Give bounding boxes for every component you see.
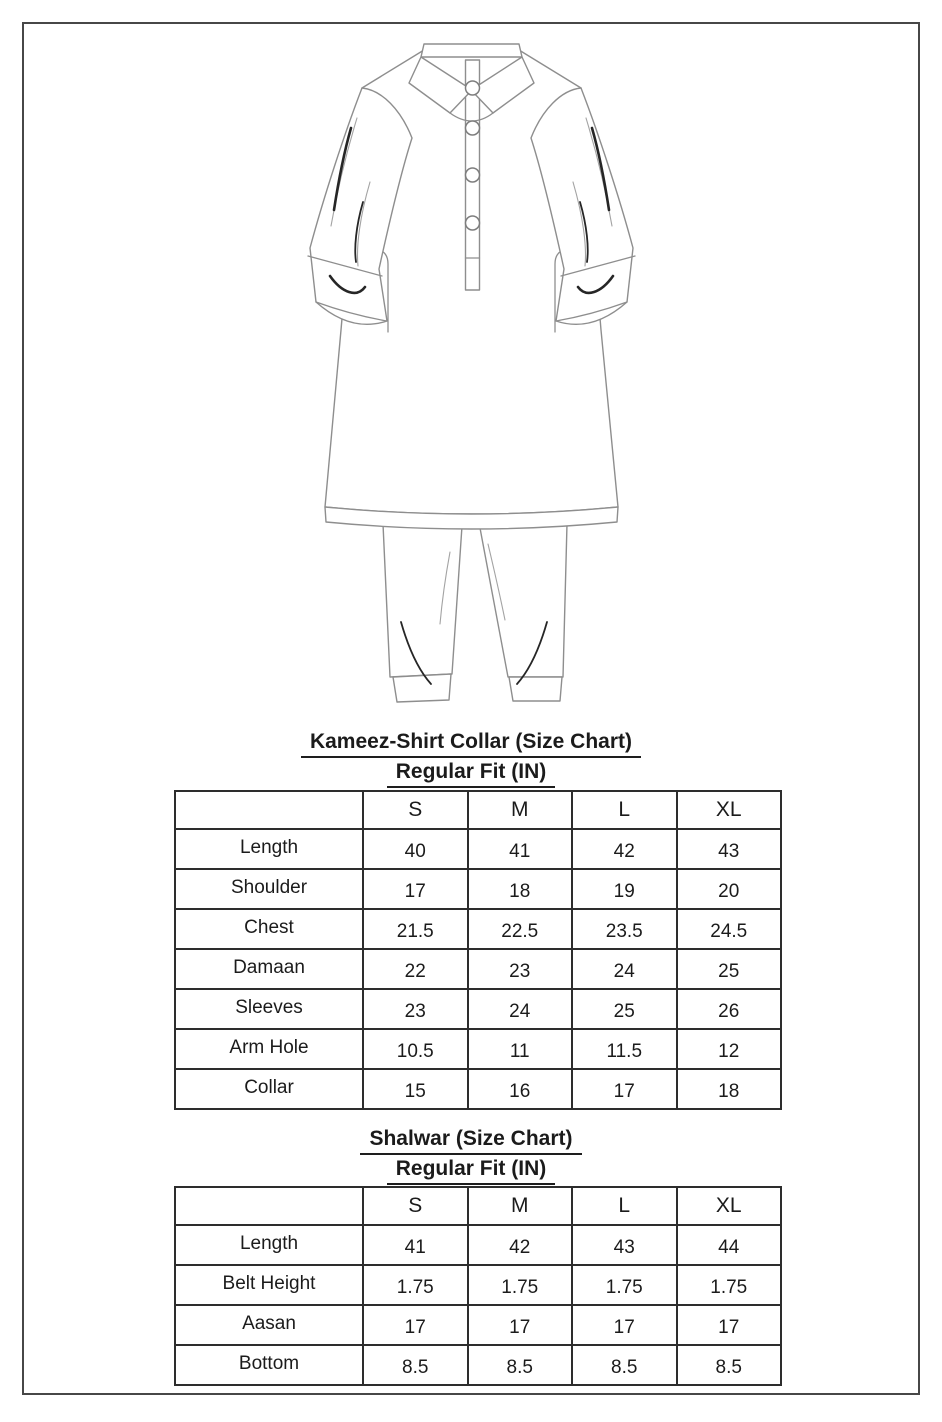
measurement-row — [175, 909, 781, 949]
corner-cell — [175, 791, 363, 829]
measurement-value: 12 — [677, 1029, 782, 1069]
shalwar-table-title — [0, 1125, 942, 1185]
measurement-row — [175, 989, 781, 1029]
measurement-label: Sleeves — [175, 989, 363, 1029]
measurement-value: 24 — [572, 949, 677, 989]
size-column-header: L — [572, 1187, 677, 1225]
measurement-value: 1.75 — [363, 1265, 468, 1305]
measurement-value: 8.5 — [363, 1345, 468, 1385]
measurement-value: 40 — [363, 829, 468, 869]
measurement-value: 22 — [363, 949, 468, 989]
measurement-row — [175, 1345, 781, 1385]
measurement-value: 1.75 — [677, 1265, 782, 1305]
measurement-value: 25 — [572, 989, 677, 1029]
shalwar-title-line2: Regular Fit (IN) — [387, 1155, 556, 1185]
measurement-value: 11.5 — [572, 1029, 677, 1069]
size-header-row — [175, 1187, 781, 1225]
measurement-label: Chest — [175, 909, 363, 949]
size-column-header: M — [468, 1187, 573, 1225]
measurement-value: 17 — [677, 1305, 782, 1345]
measurement-row — [175, 869, 781, 909]
shalwar-kameez-sketch — [300, 30, 660, 710]
size-header-row — [175, 791, 781, 829]
shalwar-size-chart-table — [174, 1186, 782, 1386]
shalwar-title-line1: Shalwar (Size Chart) — [360, 1125, 581, 1155]
measurement-row — [175, 829, 781, 869]
measurement-value: 8.5 — [468, 1345, 573, 1385]
garment-illustration — [300, 30, 660, 710]
measurement-row — [175, 1225, 781, 1265]
measurement-value: 17 — [572, 1305, 677, 1345]
measurement-value: 42 — [468, 1225, 573, 1265]
measurement-value: 20 — [677, 869, 782, 909]
measurement-value: 44 — [677, 1225, 782, 1265]
measurement-value: 23.5 — [572, 909, 677, 949]
measurement-value: 18 — [677, 1069, 782, 1109]
measurement-row — [175, 1029, 781, 1069]
measurement-label: Aasan — [175, 1305, 363, 1345]
measurement-value: 17 — [363, 1305, 468, 1345]
measurement-value: 19 — [572, 869, 677, 909]
measurement-value: 26 — [677, 989, 782, 1029]
kameez-title-line2: Regular Fit (IN) — [387, 758, 556, 788]
measurement-value: 25 — [677, 949, 782, 989]
size-column-header: M — [468, 791, 573, 829]
measurement-value: 17 — [363, 869, 468, 909]
measurement-value: 23 — [468, 949, 573, 989]
measurement-value: 22.5 — [468, 909, 573, 949]
measurement-label: Collar — [175, 1069, 363, 1109]
measurement-value: 15 — [363, 1069, 468, 1109]
measurement-row — [175, 1305, 781, 1345]
kameez-size-chart-table — [174, 790, 782, 1110]
measurement-row — [175, 949, 781, 989]
measurement-value: 24.5 — [677, 909, 782, 949]
measurement-label: Damaan — [175, 949, 363, 989]
measurement-value: 43 — [572, 1225, 677, 1265]
size-column-header: L — [572, 791, 677, 829]
size-column-header: S — [363, 1187, 468, 1225]
measurement-label: Length — [175, 829, 363, 869]
measurement-value: 17 — [468, 1305, 573, 1345]
size-column-header: XL — [677, 1187, 782, 1225]
measurement-value: 11 — [468, 1029, 573, 1069]
measurement-value: 8.5 — [677, 1345, 782, 1385]
measurement-value: 43 — [677, 829, 782, 869]
kameez-table-title — [0, 728, 942, 788]
measurement-value: 42 — [572, 829, 677, 869]
measurement-label: Belt Height — [175, 1265, 363, 1305]
measurement-value: 8.5 — [572, 1345, 677, 1385]
size-column-header: S — [363, 791, 468, 829]
measurement-value: 24 — [468, 989, 573, 1029]
measurement-row — [175, 1069, 781, 1109]
measurement-label: Bottom — [175, 1345, 363, 1385]
measurement-value: 41 — [363, 1225, 468, 1265]
measurement-value: 16 — [468, 1069, 573, 1109]
shalwar-legs — [383, 524, 567, 702]
measurement-label: Shoulder — [175, 869, 363, 909]
measurement-value: 23 — [363, 989, 468, 1029]
measurement-value: 1.75 — [572, 1265, 677, 1305]
measurement-value: 41 — [468, 829, 573, 869]
measurement-value: 21.5 — [363, 909, 468, 949]
measurement-value: 10.5 — [363, 1029, 468, 1069]
measurement-value: 18 — [468, 869, 573, 909]
measurement-label: Length — [175, 1225, 363, 1265]
kameez-title-line1: Kameez-Shirt Collar (Size Chart) — [301, 728, 641, 758]
corner-cell — [175, 1187, 363, 1225]
measurement-label: Arm Hole — [175, 1029, 363, 1069]
measurement-row — [175, 1265, 781, 1305]
size-column-header: XL — [677, 791, 782, 829]
measurement-value: 17 — [572, 1069, 677, 1109]
measurement-value: 1.75 — [468, 1265, 573, 1305]
